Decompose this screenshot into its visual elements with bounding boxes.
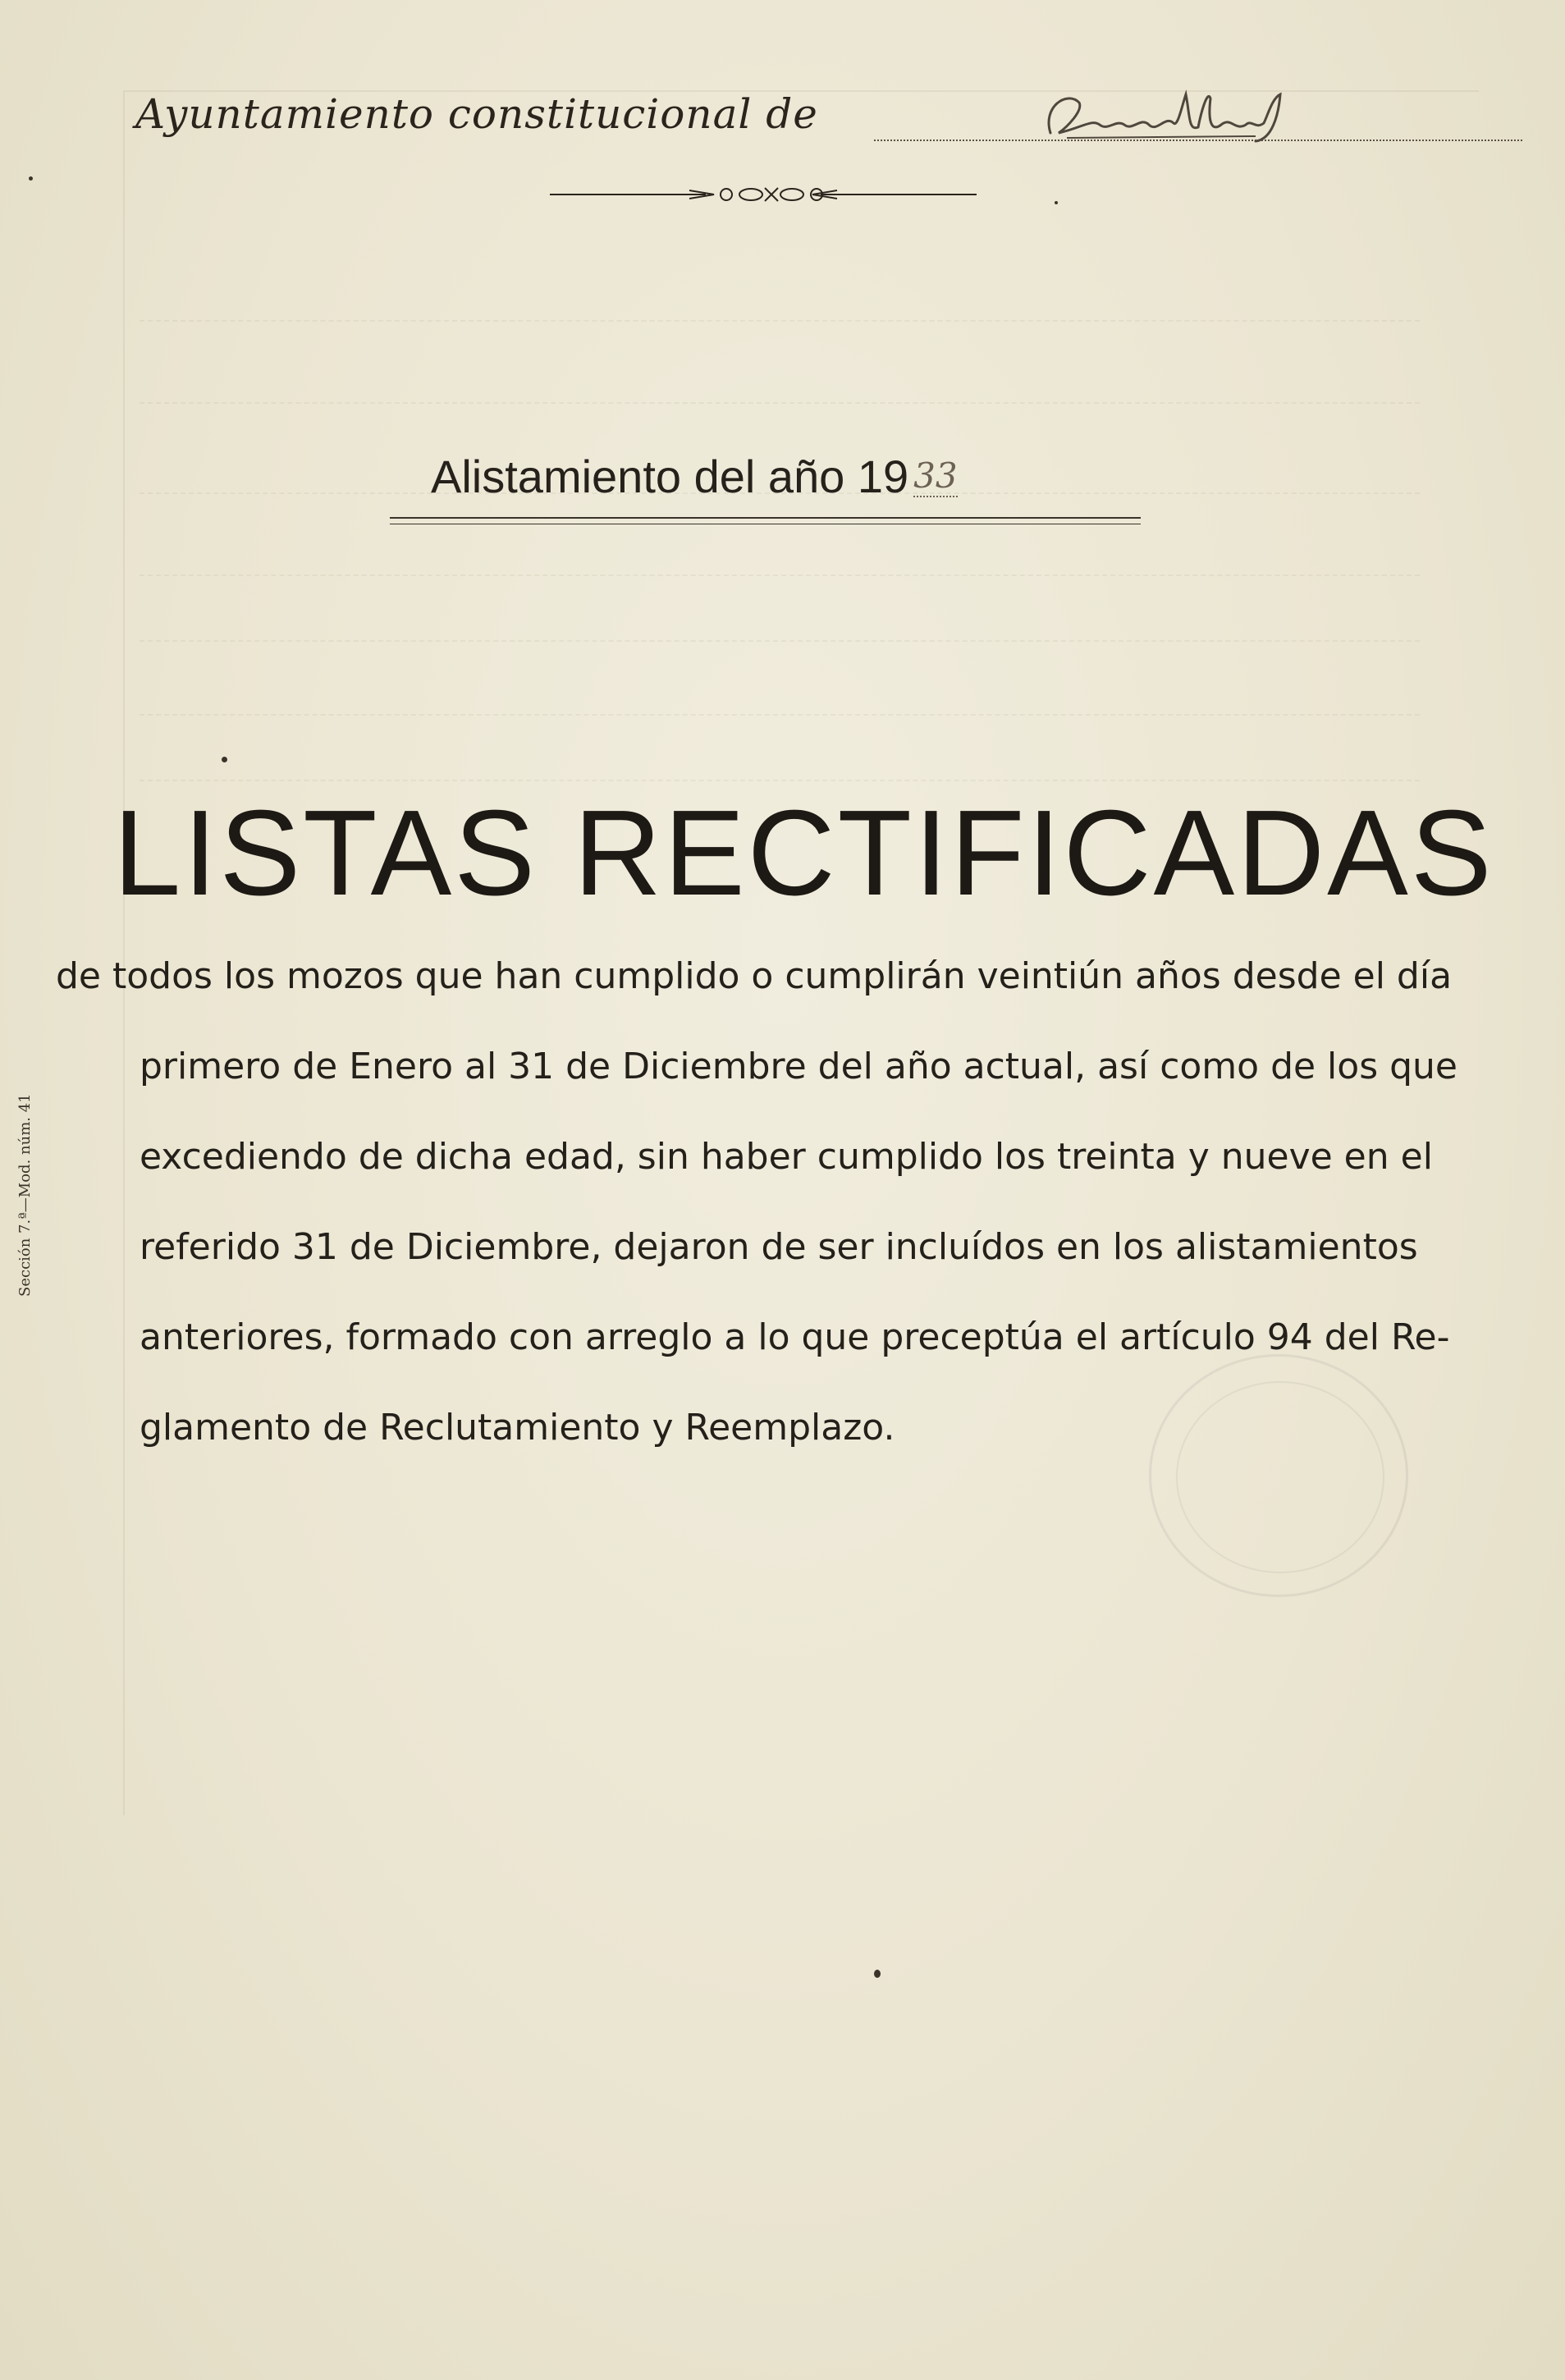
bleed-line: [140, 780, 1420, 781]
document-title: LISTAS RECTIFICADAS: [113, 785, 1494, 921]
margin-form-reference: Sección 7.ª—Mod. núm. 41: [16, 1093, 34, 1297]
body-line: de todos los mozos que han cumplido o cumplirán veintiún años desde el día: [56, 955, 1453, 997]
year-heading-text: [431, 450, 958, 503]
bleed-line: [140, 714, 1420, 716]
year-heading: [390, 450, 1141, 524]
year-underline: [390, 517, 1141, 524]
bleed-line: [140, 320, 1420, 322]
header-prefix: Ayuntamiento constitucional de: [135, 90, 818, 138]
bleed-line: [140, 574, 1420, 576]
year-label: Alistamiento del año 19: [431, 451, 909, 502]
ink-speck: [874, 1970, 881, 1978]
municipality-handwriting: [1034, 82, 1297, 148]
header: [135, 82, 1391, 156]
ink-speck: [222, 757, 227, 762]
ink-speck: [1055, 201, 1058, 204]
bleed-line: [140, 402, 1420, 404]
body-line: primero de Enero al 31 de Diciembre del año actual, así como de los que: [140, 1046, 1457, 1087]
body-line: referido 31 de Diciembre, dejaron de ser incluídos en los alistamientos: [140, 1226, 1418, 1268]
faint-seal-inner: [1176, 1381, 1384, 1573]
header-ornament: [550, 182, 977, 207]
body-line: glamento de Reclutamiento y Reemplazo.: [140, 1407, 895, 1449]
year-handwritten-suffix: 33: [913, 455, 958, 496]
bleed-line: [140, 640, 1420, 642]
body-line: excediendo de dicha edad, sin haber cumplido los treinta y nueve en el: [140, 1136, 1433, 1178]
faint-seal: [1149, 1354, 1408, 1597]
body-line: anteriores, formado con arreglo a lo que preceptúa el artículo 94 del Re-: [140, 1316, 1450, 1358]
ink-speck: [29, 176, 33, 181]
